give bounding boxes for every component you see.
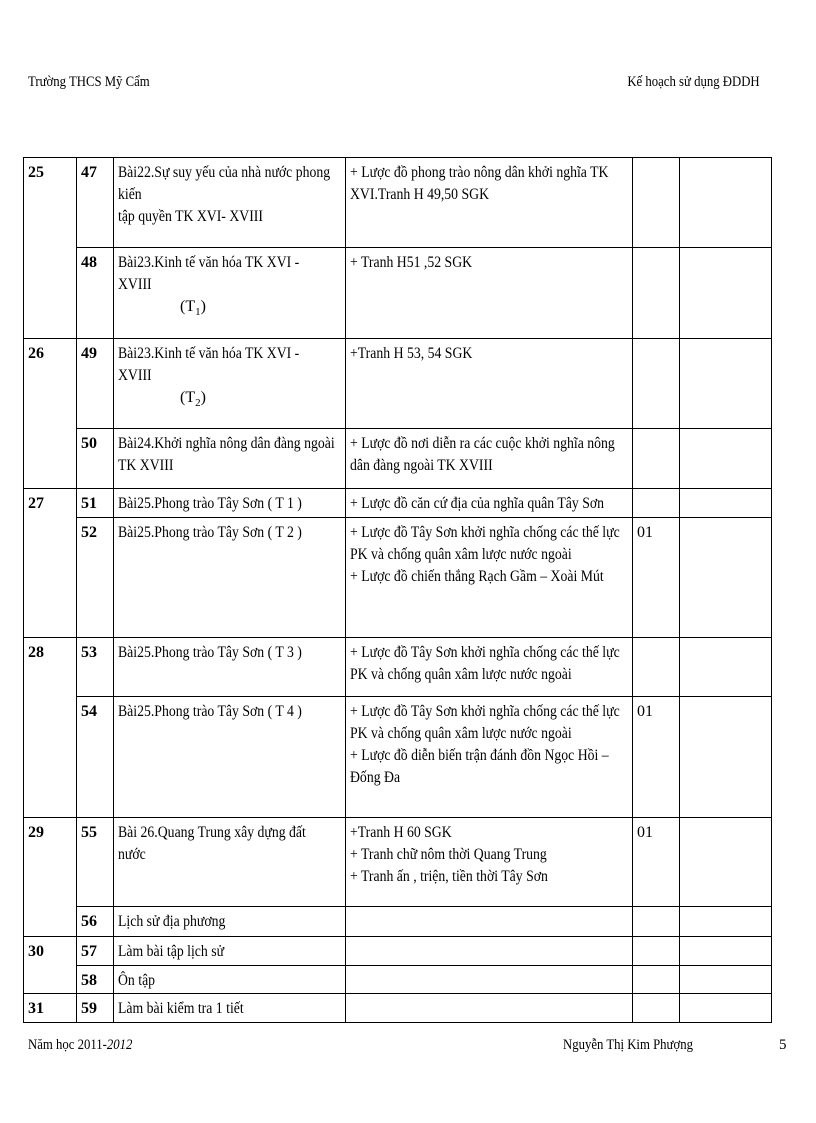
note-cell: [680, 638, 772, 697]
lesson-cell: 47: [77, 158, 114, 248]
equipment-cell: [346, 937, 633, 966]
quantity-cell: [633, 158, 680, 248]
note-cell: [680, 697, 772, 818]
note-cell: [680, 429, 772, 489]
lesson-cell: 48: [77, 248, 114, 339]
content-cell: Bài25.Phong trào Tây Sơn ( T 2 ): [114, 518, 346, 638]
table-row: [24, 248, 772, 339]
quantity-cell: [633, 248, 680, 339]
note-cell: [680, 248, 772, 339]
plan-table: [23, 157, 772, 1023]
week-cell: 27: [24, 489, 77, 638]
lesson-cell: 52: [77, 518, 114, 638]
content-cell: Ôn tập: [114, 966, 346, 994]
table-row: [24, 907, 772, 937]
equipment-cell: [346, 966, 633, 994]
table-row: [24, 818, 772, 907]
header-doc-title: Kế hoạch sử dụng ĐDDH: [627, 74, 760, 90]
note-cell: [680, 966, 772, 994]
week-cell: 25: [24, 158, 77, 339]
table-row: [24, 158, 772, 248]
lesson-cell: 59: [77, 994, 114, 1023]
table-row: [24, 429, 772, 489]
note-cell: [680, 339, 772, 429]
quantity-cell: [633, 429, 680, 489]
lesson-cell: 58: [77, 966, 114, 994]
lesson-cell: 56: [77, 907, 114, 937]
quantity-cell: 01: [633, 697, 680, 818]
equipment-cell: [346, 907, 633, 937]
quantity-cell: [633, 489, 680, 518]
equipment-cell: + Lược đồ Tây Sơn khởi nghĩa chống các thế lực PK và chống quân xâm lược nước ngoài + Lược đồ diễn biến trận đánh đồn Ngọc Hồi – Đống Đa: [346, 697, 633, 818]
content-cell: Bài23.Kinh tế văn hóa TK XVI - XVIII $(T_1)$: [114, 248, 346, 339]
lesson-cell: 49: [77, 339, 114, 429]
footer-teacher: Nguyễn Thị Kim Phượng: [563, 1037, 693, 1053]
content-cell: Bài22.Sự suy yếu của nhà nước phong kiến tập quyền TK XVI- XVIII: [114, 158, 346, 248]
content-cell: Bài25.Phong trào Tây Sơn ( T 4 ): [114, 697, 346, 818]
part-label: $(T_2)$: [180, 389, 206, 410]
week-cell: 29: [24, 818, 77, 937]
table-row: [24, 994, 772, 1023]
note-cell: [680, 489, 772, 518]
equipment-cell: +Tranh H 53, 54 SGK: [346, 339, 633, 429]
week-cell: 31: [24, 994, 77, 1023]
lesson-cell: 53: [77, 638, 114, 697]
content-cell: Làm bài kiểm tra 1 tiết: [114, 994, 346, 1023]
content-cell: Bài25.Phong trào Tây Sơn ( T 3 ): [114, 638, 346, 697]
equipment-cell: + Lược đồ Tây Sơn khởi nghĩa chống các thế lực PK và chống quân xâm lược nước ngoài: [346, 638, 633, 697]
table-row: [24, 518, 772, 638]
equipment-cell: +Tranh H 60 SGK + Tranh chữ nôm thời Quang Trung + Tranh ấn , triện, tiền thời Tây Sơn: [346, 818, 633, 907]
table-row: [24, 697, 772, 818]
equipment-cell: + Lược đồ căn cứ địa của nghĩa quân Tây Sơn: [346, 489, 633, 518]
quantity-cell: [633, 937, 680, 966]
table-row: [24, 638, 772, 697]
quantity-cell: [633, 966, 680, 994]
equipment-cell: + Lược đồ phong trào nông dân khởi nghĩa TK XVI.Tranh H 49,50 SGK: [346, 158, 633, 248]
footer-school-year: Năm học 2011-2012: [28, 1037, 133, 1053]
week-cell: 26: [24, 339, 77, 489]
header-school: Trường THCS Mỹ Cẩm: [28, 74, 150, 90]
note-cell: [680, 907, 772, 937]
content-cell: Bài24.Khởi nghĩa nông dân đàng ngoài TK XVIII: [114, 429, 346, 489]
lesson-cell: 50: [77, 429, 114, 489]
equipment-cell: + Lược đồ nơi diễn ra các cuộc khởi nghĩa nông dân đàng ngoài TK XVIII: [346, 429, 633, 489]
lesson-cell: 55: [77, 818, 114, 907]
table-row: [24, 966, 772, 994]
part-label: $(T_1)$: [180, 298, 206, 319]
quantity-cell: [633, 638, 680, 697]
note-cell: [680, 994, 772, 1023]
week-cell: 28: [24, 638, 77, 818]
table-row: [24, 339, 772, 429]
quantity-cell: 01: [633, 518, 680, 638]
note-cell: [680, 158, 772, 248]
quantity-cell: [633, 907, 680, 937]
note-cell: [680, 937, 772, 966]
content-cell: Lịch sử địa phương: [114, 907, 346, 937]
equipment-cell: + Tranh H51 ,52 SGK: [346, 248, 633, 339]
content-cell: Làm bài tập lịch sử: [114, 937, 346, 966]
content-cell: Bài25.Phong trào Tây Sơn ( T 1 ): [114, 489, 346, 518]
lesson-cell: 57: [77, 937, 114, 966]
quantity-cell: 01: [633, 818, 680, 907]
equipment-cell: + Lược đồ Tây Sơn khởi nghĩa chống các thế lực PK và chống quân xâm lược nước ngoài + Lược đồ chiến thắng Rạch Gầm – Xoài Mút: [346, 518, 633, 638]
content-cell: Bài 26.Quang Trung xây dựng đất nước: [114, 818, 346, 907]
equipment-cell: [346, 994, 633, 1023]
lesson-cell: 51: [77, 489, 114, 518]
lesson-cell: 54: [77, 697, 114, 818]
note-cell: [680, 818, 772, 907]
table-row: [24, 489, 772, 518]
quantity-cell: [633, 994, 680, 1023]
table-row: [24, 937, 772, 966]
content-cell: Bài23.Kinh tế văn hóa TK XVI - XVIII $(T_2)$: [114, 339, 346, 429]
quantity-cell: [633, 339, 680, 429]
page-number: 5: [779, 1037, 787, 1053]
week-cell: 30: [24, 937, 77, 994]
note-cell: [680, 518, 772, 638]
